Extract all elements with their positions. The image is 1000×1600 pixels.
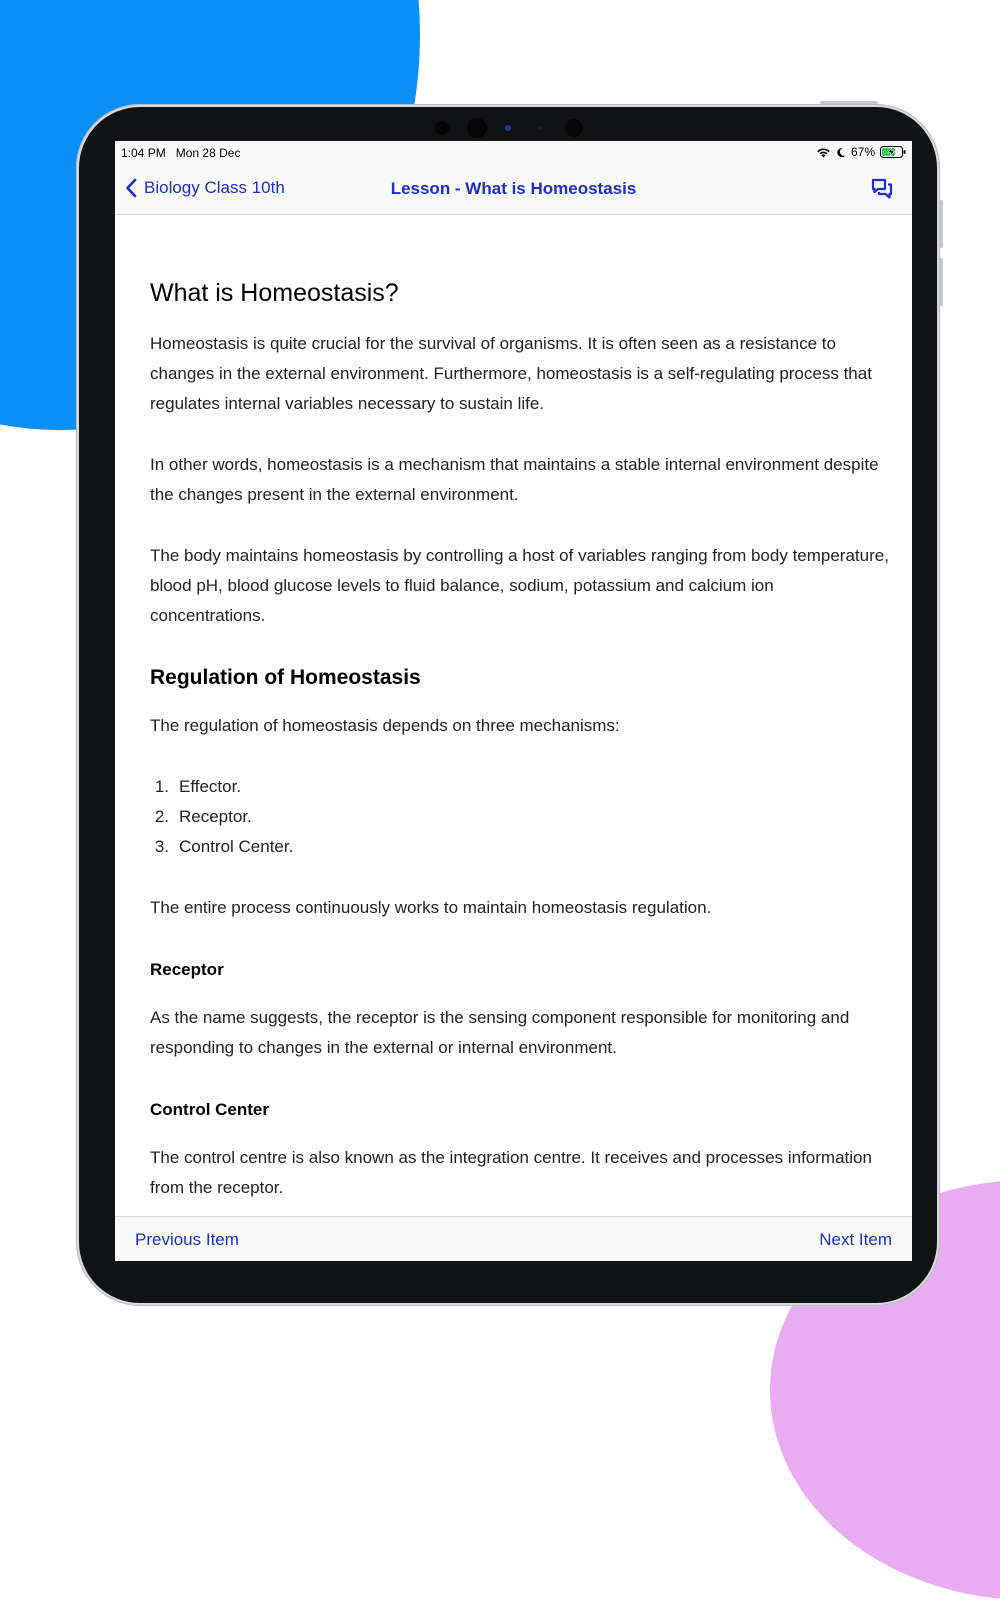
navigation-bar xyxy=(115,163,912,215)
control-center-heading: Control Center xyxy=(150,1100,269,1119)
article-title: What is Homeostasis? xyxy=(150,279,399,307)
page-title: Lesson - What is Homeostasis xyxy=(390,179,637,198)
section-intro: The regulation of homeostasis depends on three mechanisms: xyxy=(150,716,620,735)
article-paragraph-1: Homeostasis is quite crucial for the survival of organisms. It is often seen as a resistance to changes in the external environment. Furthermore, homeostasis is a self-regulating process that regulates internal variables necessary to sustain life. xyxy=(150,334,872,414)
status-date: Mon 28 Dec xyxy=(175,146,241,160)
status-bar xyxy=(115,141,912,163)
battery-charging-icon xyxy=(880,146,906,158)
status-time xyxy=(121,146,240,160)
camera-indicator xyxy=(505,125,511,131)
moon-icon xyxy=(836,147,846,158)
wifi-icon xyxy=(816,147,831,158)
next-item-button[interactable]: Next Item xyxy=(819,1230,892,1249)
list-item xyxy=(150,772,293,802)
back-button-label: Biology Class 10th xyxy=(144,178,285,197)
back-button[interactable] xyxy=(125,175,285,201)
app-screen xyxy=(115,141,912,1261)
bottom-toolbar xyxy=(115,1216,912,1261)
battery-percent: 67% xyxy=(850,145,875,159)
chevron-left-icon xyxy=(125,178,137,198)
section-outro: The entire process continuously works to maintain homeostasis regulation. xyxy=(150,898,712,917)
list-item-number: 3. xyxy=(154,837,169,857)
article-paragraph-2: In other words, homeostasis is a mechanism that maintains a stable internal environment despite the changes present in the external environment. xyxy=(150,455,879,505)
camera-dot xyxy=(538,126,542,130)
status-icons xyxy=(816,145,906,159)
list-item-text: Effector. xyxy=(179,777,242,796)
list-item-number: 1. xyxy=(154,777,169,796)
lesson-content xyxy=(150,215,890,1215)
list-item-text: Receptor. xyxy=(179,807,252,827)
list-item xyxy=(150,802,293,832)
section-heading-regulation: Regulation of Homeostasis xyxy=(150,666,421,689)
control-center-paragraph: The control centre is also known as the integration centre. It receives and processes information from the receptor. xyxy=(150,1148,872,1198)
mechanism-list xyxy=(150,772,293,863)
discussion-button[interactable] xyxy=(870,177,894,201)
list-item xyxy=(150,832,293,862)
list-item-text: Control Center. xyxy=(179,837,294,857)
camera-sensor xyxy=(435,121,449,135)
article-paragraph-3: The body maintains homeostasis by controlling a host of variables ranging from body temperature, blood pH, blood glucose levels to fluid balance, sodium, potassium and calcium ion concentrations. xyxy=(150,546,889,626)
camera-flash xyxy=(565,119,583,137)
receptor-heading: Receptor xyxy=(150,960,224,979)
list-item-number: 2. xyxy=(154,807,169,827)
status-clock: 1:04 PM xyxy=(121,146,166,160)
previous-item-button[interactable]: Previous Item xyxy=(135,1230,239,1249)
camera-lens xyxy=(467,118,487,138)
receptor-paragraph: As the name suggests, the receptor is the sensing component responsible for monitoring and responding to changes in the external or internal environment. xyxy=(150,1008,850,1058)
chat-bubbles-icon xyxy=(870,177,894,201)
